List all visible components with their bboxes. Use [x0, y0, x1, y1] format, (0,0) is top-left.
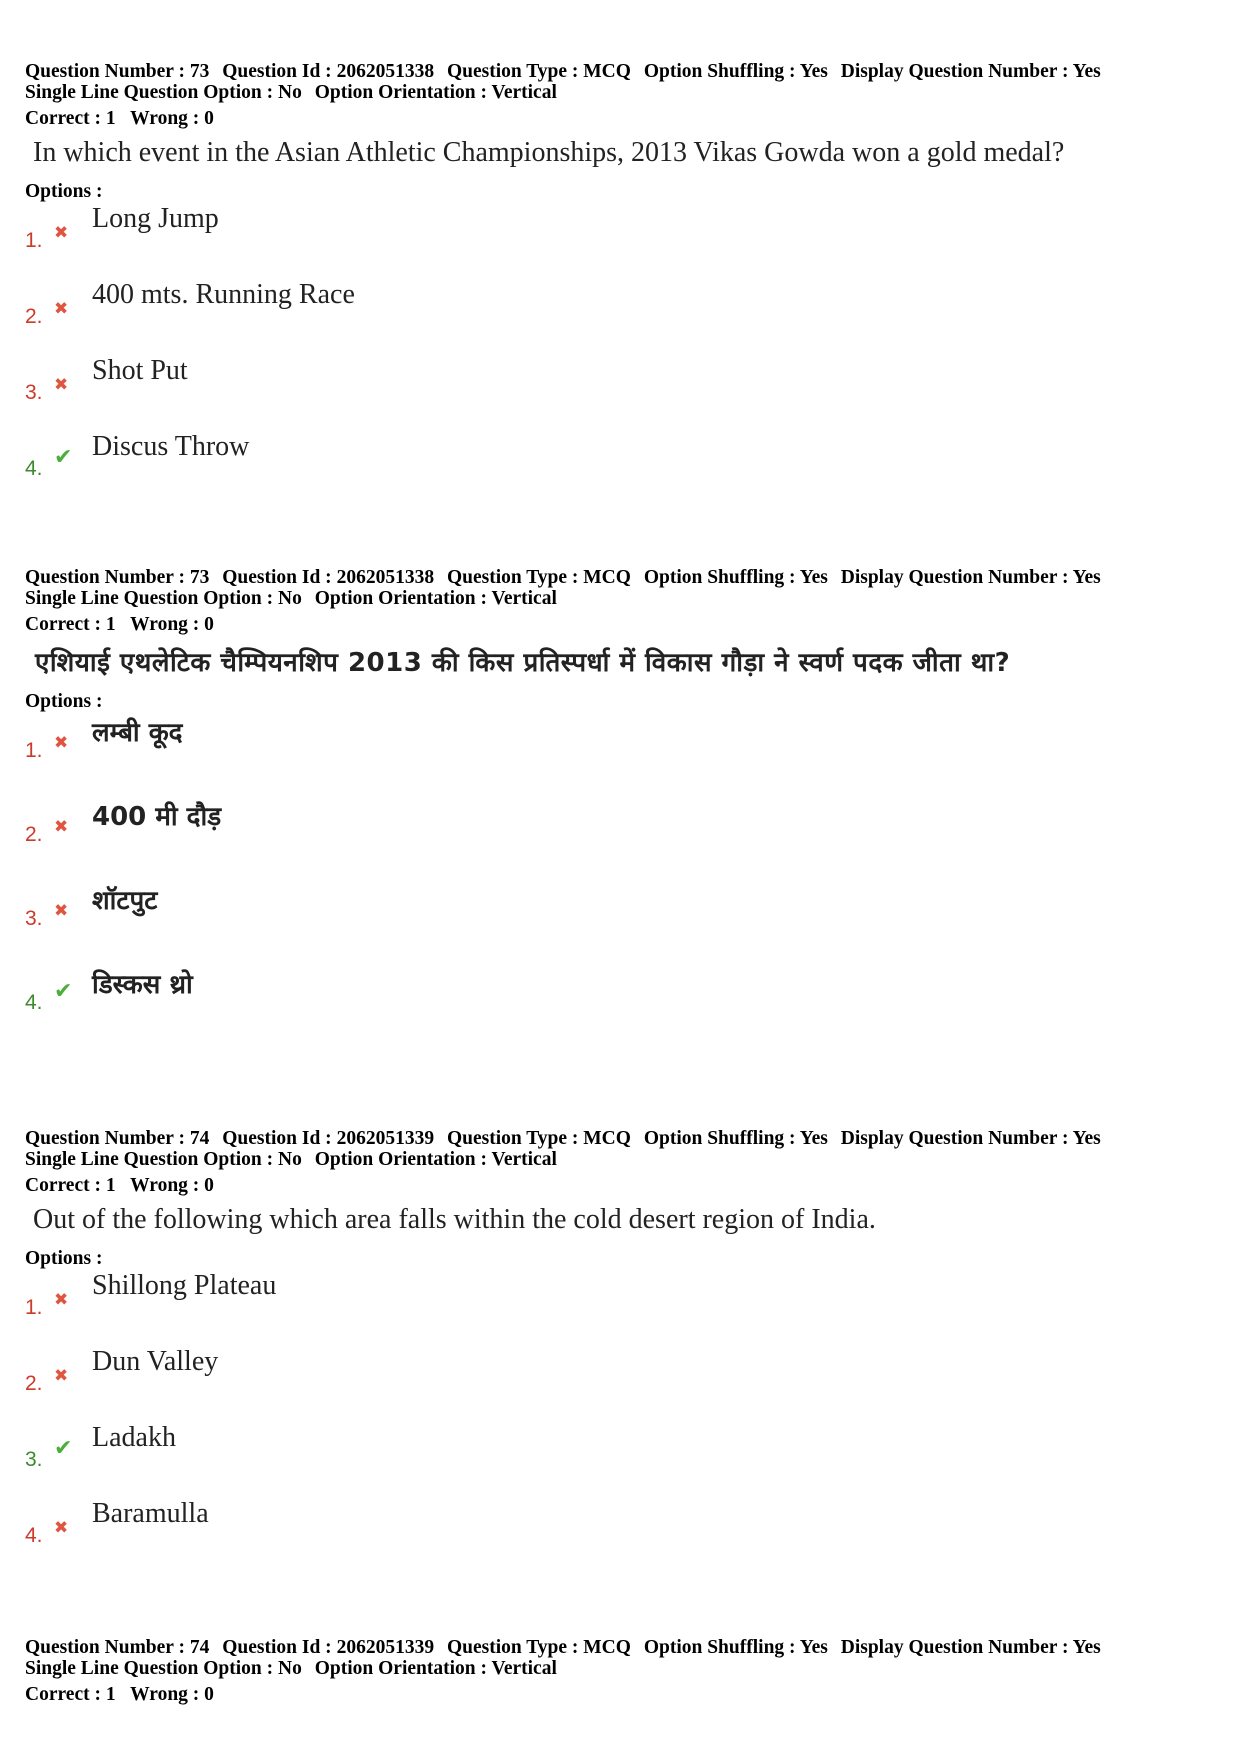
options-label: Options : — [25, 181, 103, 202]
question-meta-line-1: Question Number : 74 Question Id : 2062051339 Question Type : MCQ Option Shuffling : Yes Display Question Number : Yes — [25, 1128, 1101, 1149]
option-3: 3. ✖ शॉटपुट — [25, 881, 1225, 965]
cross-icon: ✖ — [54, 299, 69, 319]
options-list — [25, 713, 1225, 1049]
options-list — [25, 1270, 1225, 1574]
option-3: 3. ✖ Shot Put — [25, 355, 188, 404]
cross-icon: ✖ — [54, 817, 69, 837]
option-text: शॉटपुट — [92, 886, 158, 916]
score-line: Correct : 1 Wrong : 0 — [25, 1175, 214, 1196]
cross-icon: ✖ — [54, 1518, 69, 1538]
score-line: Correct : 1 Wrong : 0 — [25, 108, 214, 129]
option-4: 4. ✔ Discus Throw — [25, 431, 250, 480]
cross-icon: ✖ — [54, 223, 69, 243]
question-meta-line-1: Question Number : 73 Question Id : 2062051338 Question Type : MCQ Option Shuffling : Yes Display Question Number : Yes — [25, 61, 1101, 82]
checkmark-icon: ✔ — [54, 1436, 73, 1461]
option-text: Shillong Plateau — [92, 1270, 277, 1301]
question-meta-line-2: Single Line Question Option : No Option Orientation : Vertical — [25, 82, 557, 103]
question-meta-line-2: Single Line Question Option : No Option Orientation : Vertical — [25, 588, 557, 609]
question-meta-line-2: Single Line Question Option : No Option Orientation : Vertical — [25, 1658, 557, 1679]
question-text: In which event in the Asian Athletic Championships, 2013 Vikas Gowda won a gold medal? — [33, 137, 1065, 168]
option-2: 2. ✖ 400 मी दौड़ — [25, 797, 1225, 881]
question-block-73-hi — [25, 567, 1225, 1049]
option-text: Dun Valley — [92, 1346, 219, 1377]
cross-icon: ✖ — [54, 901, 69, 921]
option-2: 2. ✖ Dun Valley — [25, 1346, 219, 1395]
option-3: 3. ✔ Ladakh — [25, 1422, 176, 1471]
option-text: Long Jump — [92, 203, 219, 234]
question-block-73-en — [25, 61, 1225, 507]
option-text: Baramulla — [92, 1498, 209, 1529]
option-text: 400 mts. Running Race — [92, 279, 355, 310]
score-line: Correct : 1 Wrong : 0 — [25, 614, 214, 635]
options-label: Options : — [25, 1248, 103, 1269]
option-text: Discus Throw — [92, 431, 250, 462]
cross-icon: ✖ — [54, 1290, 69, 1310]
checkmark-icon: ✔ — [54, 445, 73, 470]
question-block-74-hi — [25, 1637, 1225, 1705]
option-text: डिस्कस थ्रो — [92, 970, 193, 1000]
option-4: 4. ✔ डिस्कस थ्रो — [25, 965, 1225, 1049]
cross-icon: ✖ — [54, 375, 69, 395]
option-1: 1. ✖ लम्बी कूद — [25, 713, 1225, 797]
question-meta-line-1: Question Number : 74 Question Id : 2062051339 Question Type : MCQ Option Shuffling : Yes Display Question Number : Yes — [25, 1637, 1101, 1658]
question-text: एशियाई एथलेटिक चैम्पियनशिप 2013 की किस प्रतिस्पर्धा में विकास गौड़ा ने स्वर्ण पदक जीता था? — [35, 648, 1011, 678]
option-text: 400 मी दौड़ — [92, 802, 222, 832]
question-text: Out of the following which area falls within the cold desert region of India. — [33, 1204, 876, 1235]
option-1: 1. ✖ Shillong Plateau — [25, 1270, 277, 1319]
option-2: 2. ✖ 400 mts. Running Race — [25, 279, 355, 328]
question-meta-line-1: Question Number : 73 Question Id : 2062051338 Question Type : MCQ Option Shuffling : Yes Display Question Number : Yes — [25, 567, 1101, 588]
option-1: 1. ✖ Long Jump — [25, 203, 219, 252]
option-4: 4. ✖ Baramulla — [25, 1498, 209, 1547]
options-label: Options : — [25, 691, 103, 712]
option-text: लम्बी कूद — [92, 718, 183, 748]
option-text: Ladakh — [92, 1422, 176, 1453]
cross-icon: ✖ — [54, 733, 69, 753]
cross-icon: ✖ — [54, 1366, 69, 1386]
question-meta-line-2: Single Line Question Option : No Option Orientation : Vertical — [25, 1149, 557, 1170]
checkmark-icon: ✔ — [54, 979, 73, 1004]
question-block-74-en — [25, 1128, 1225, 1574]
option-text: Shot Put — [92, 355, 188, 386]
score-line: Correct : 1 Wrong : 0 — [25, 1684, 214, 1705]
options-list — [25, 203, 1225, 507]
